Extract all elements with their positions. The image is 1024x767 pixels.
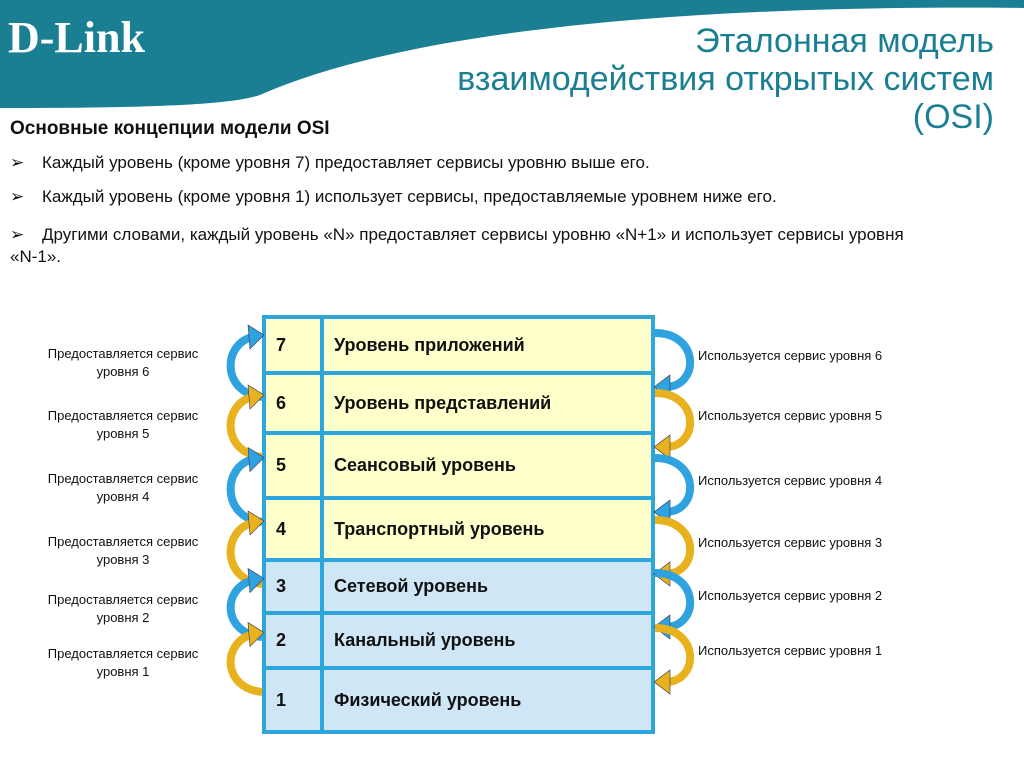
arrowhead-icon — [248, 569, 264, 593]
uses-arrow-icon — [655, 520, 690, 574]
bullet-arrow-icon: ➢ — [10, 153, 25, 172]
provides-arrow-icon — [231, 337, 262, 397]
arrowhead-icon — [654, 670, 670, 694]
uses-arrow-icon — [655, 573, 690, 627]
arrowhead-icon — [248, 623, 264, 647]
uses-arrow-icon — [655, 393, 690, 447]
uses-service-label: Используется сервис уровня 1 — [698, 643, 883, 658]
label-line: уровня 1 — [96, 663, 150, 679]
title-line: Эталонная модель — [695, 22, 994, 60]
arrowhead-icon — [248, 385, 264, 409]
layer-name: Канальный уровень — [334, 630, 516, 650]
bullet-arrow-icon: ➢ — [10, 187, 25, 206]
layer-number: 6 — [266, 375, 324, 431]
layer-name: Сетевой уровень — [334, 576, 489, 596]
layer-name: Физический уровень — [334, 689, 522, 710]
layer-number: 5 — [266, 435, 324, 496]
label-line: Предоставляется сервис — [47, 408, 199, 423]
layer-number: 4 — [266, 500, 324, 558]
bullet-text: Каждый уровень (кроме уровня 7) предоставляет сервисы уровню выше его. — [42, 153, 650, 172]
label-line: Предоставляется сервис — [47, 534, 199, 549]
dlink-logo: D-Link — [8, 13, 145, 62]
label-line: уровня 4 — [96, 488, 150, 504]
label-line: уровня 3 — [96, 552, 150, 567]
provides-service-label — [13, 345, 233, 381]
layer-name: Транспортный уровень — [334, 518, 545, 539]
label-line: уровня 2 — [96, 609, 150, 625]
bullet-text: Каждый уровень (кроме уровня 1) использует сервисы, предоставляемые уровнем ниже его. — [42, 187, 777, 206]
arrowhead-icon — [248, 325, 264, 349]
label-line: Предоставляется сервис — [47, 346, 199, 361]
provides-arrow-icon — [231, 397, 262, 457]
subtitle: Основные концепции модели OSI — [10, 118, 330, 139]
label-line: уровня 5 — [96, 426, 150, 441]
uses-service-label: Используется сервис уровня 6 — [698, 348, 883, 363]
layer-number: 1 — [266, 670, 324, 730]
layer-number: 2 — [266, 615, 324, 666]
uses-arrow-icon — [655, 458, 690, 512]
uses-service-label: Используется сервис уровня 3 — [698, 535, 883, 550]
arrowhead-icon — [248, 448, 264, 472]
layer-number: 3 — [266, 562, 324, 611]
provides-service-label — [13, 533, 233, 569]
arrowhead-icon — [248, 511, 264, 535]
layer-number: 7 — [266, 319, 324, 371]
label-line: уровня 6 — [96, 364, 150, 379]
label-line: Предоставляется сервис — [47, 645, 199, 661]
provides-service-label — [13, 645, 233, 681]
uses-service-label: Используется сервис уровня 4 — [698, 473, 883, 488]
bullet-text: Другими словами, каждый уровень «N» предоставляет сервисы уровню «N+1» и использует сервисы уровня «N-1». — [10, 225, 904, 266]
provides-service-label — [13, 470, 233, 506]
title-line: взаимодействия открытых систем — [457, 60, 994, 98]
label-line: Предоставляется сервис — [47, 591, 199, 607]
layer-name: Сеансовый уровень — [334, 455, 516, 475]
provides-service-label — [13, 591, 233, 627]
provides-service-label — [13, 407, 233, 443]
provides-arrow-icon — [231, 460, 262, 523]
uses-service-label: Используется сервис уровня 5 — [698, 408, 883, 423]
label-line: Предоставляется сервис — [47, 470, 199, 486]
provides-arrow-icon — [231, 635, 262, 693]
uses-service-label: Используется сервис уровня 2 — [698, 588, 883, 603]
layer-name: Уровень представлений — [334, 392, 552, 413]
uses-arrow-icon — [655, 333, 690, 387]
title-line: (OSI) — [912, 98, 994, 136]
layer-name: Уровень приложений — [334, 334, 525, 355]
bullet-arrow-icon: ➢ — [10, 225, 25, 244]
uses-arrow-icon — [655, 628, 690, 682]
